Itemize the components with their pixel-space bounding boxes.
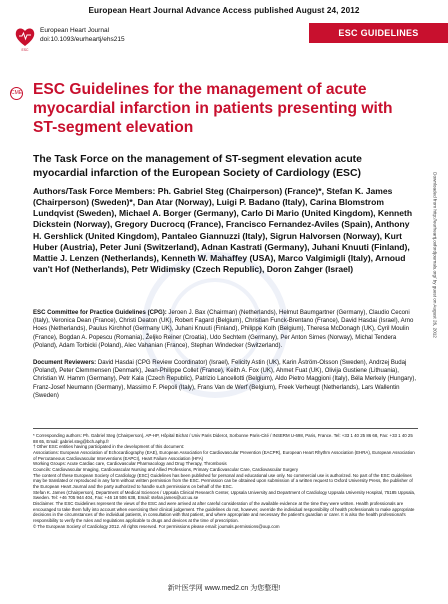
footnote-copyright: © The European Society of Cardiology 2012. All rights reserved. For permissions please email: journals.permissions@oup.com [33, 523, 280, 529]
site-watermark: 新叶医学网 www.med2.cn 为您整理! [167, 585, 281, 592]
journal-name: European Heart Journal [40, 27, 110, 34]
footnotes [33, 433, 418, 529]
footnote-corresponding: * Corresponding authors: Ph. Gabriel Steg (Chairperson), AP-HP, Hôpital Bichat / Univ Paris Diderot, Sorbonne Paris-Cité / INSERM U-698, Paris, France. Tel: +33 1 40 25 86 68, Fax: +33 1 40 25 88 65, Email: gabriel.steg@bch.aphp.fr [33, 433, 413, 444]
esc-logo [14, 24, 36, 52]
footnote-disclaimer: Disclaimer. The ESC Guidelines represent the views of the ESC and were arrived at after careful consideration of the available evidence at the time they were written. Health professionals are encouraged to take them fully into account when exercising their clinical judgement. The guidelines do not, however, override the individual responsibility of health professionals to make appropriate decisions in the circumstances of the individual patients, in consultation with that patient, and where appropriate and necessary the patient's guardian or carer. It is also the health professional's responsibility to verify the rules and regulations applicable to drugs and devices at the time of prescription. [33, 500, 415, 523]
footnote-working-groups: Working Groups: Acute Cardiac care, Cardiovascular Pharmacology and Drug Therapy, Thrombosis [33, 461, 227, 467]
guideline-subtitle: The Task Force on the management of ST-segment elevation acute myocardial infarction of the European Society of Cardiology (ESC) [33, 154, 362, 179]
cpg-label: ESC Committee for Practice Guidelines (CPG): [33, 310, 167, 316]
doc-reviewers-label: Document Reviewers: [33, 360, 97, 366]
footnote-james: Stefan K. James (Chairperson), Department of Medical Sciences / Uppsala Clinical Research Center, Uppsala University and Department of Cardiology Uppsala University Hospital, 75185 Uppsala, Sweden. Tel: +46 705 944 404, Fax: +46 18 506 638, Email: stefan.james@ucr.uu.se [33, 489, 416, 501]
journal-info [40, 27, 125, 44]
cpg-committee [33, 309, 418, 350]
footnote-associations: Associations: European Association of Echocardiography (EAE), European Association for Cardiovascular Prevention (EACPR), European Heart Rhythm Association (EHRA), European Association of Percutaneous Cardiovascular Interventions (EAPCI), Heart Failure Association (HFA) [33, 449, 415, 461]
guideline-title: ESC Guidelines for the management of acute myocardial infarction in patients presenting with ST-segment elevation [33, 81, 393, 136]
document-reviewers [33, 359, 418, 400]
download-notice: Downloaded from http://eurheartj.oxfordjournals.org/ by guest on August 26, 2012 [432, 172, 438, 338]
task-force-authors: Authors/Task Force Members: Ph. Gabriel Steg (Chairperson) (France)*, Stefan K. James (Chairperson) (Sweden)*, Dan Atar (Norway), Luigi P. Badano (Italy), Carina Blomstrom Lundqvist (Sweden), Michael A. Borger (Germany), Carlo Di Mario (United Kingdom), Kenneth Dickstein (Norway), Gregory Ducrocq (France), Francisco Fernandez-Aviles (Spain), Anthony H. Gershlick (United Kingdom), Pantaleo Giannuzzi (Italy), Sigrun Halvorsen (Norway), Kurt Huber (Austria), Peter Juni (Switzerland), Adnan Kastrati (Germany), Juhani Knuuti (Finland), Mattie J. Lenzen (Netherlands), Kenneth W. Mahaffey (USA), Marco Valgimigli (Italy), Arnoud van't Hof (Netherlands), Petr Widimsky (Czech Republic), Doron Zahger (Israel) [33, 186, 413, 275]
svg-text:ESC: ESC [21, 48, 29, 52]
footnote-councils: Councils: Cardiovascular Imaging, Cardiovascular Nursing and Allied Professions, Primary Cardiovascular Care, Cardiovascular Surgery [33, 466, 299, 472]
footnote-entities: † Other ESC entities having participated in the development of this document: [33, 444, 185, 450]
doc-reviewers-members: David Hasdai (CPG Review Coordinator) (Israel), Felicity Astin (UK), Karin Åström-Olsson (Sweden), Andrzej Budaj (Poland), Peter Clemmensen (Denmark), Jean-Philippe Collet (France), Keith A. Fox (UK), Ahmet Fuat (UK), Olivija Gustiene (Lithuania), Christian W. Hamm (Germany), Petr Kala (Czech Republic), Patrizio Lancellotti (Belgium), Aldo Pietro Maggioni (Italy), Béla Merkely (Hungary), Franz-Josef Neumann (Germany), Massimo F. Piepoli (Italy), Frans Van de Werf (Belgium), Freek Verheugt (Netherlands), Lars Wallentin (Sweden) [33, 360, 417, 399]
journal-doi: doi:10.1093/eurheartj/ehs215 [40, 35, 125, 43]
esc-guidelines-banner: ESC GUIDELINES [309, 23, 448, 43]
footnote-permissions: The content of these European Society of Cardiology (ESC) Guidelines has been published for personal and educational use only. No commercial use is authorized. No part of the ESC Guidelines may be translated or reproduced in any form without written permission from the ESC. Permission can be obtained upon submission of a written request to Oxford University Press, the publisher of the European Heart Journal and the party authorized to handle such permissions on behalf of the ESC. [33, 472, 413, 489]
advance-access-header: European Heart Journal Advance Access published August 24, 2012 [88, 6, 360, 15]
cpg-members: Jeroen J. Bax (Chairman) (Netherlands), Helmut Baumgartner (Germany), Claudio Ceconi (Italy), Veronica Dean (France), Christi Deaton (UK), Robert Fagard (Belgium), Christian Funck-Brentano (France), David Hasdai (Israel), Arno Hoes (Netherlands), Paulus Kirchhof (Germany UK), Juhani Knuuti (Finland), Philippe Kolh (Belgium), Theresa McDonagh (UK), Cyril Moulin (France), Bogdan A. Popescu (Romania), Željko Reiner (Croatia), Udo Sechtem (Germany), Per Anton Sirnes (Norway), Michal Tendera (Poland), Adam Torbicki (Poland), Alec Vahanian (France), Stephan Windecker (Switzerland). [33, 310, 414, 349]
download-sidebar [428, 95, 442, 415]
openaccess-icon: CME [10, 87, 23, 100]
footnote-divider [33, 428, 418, 429]
